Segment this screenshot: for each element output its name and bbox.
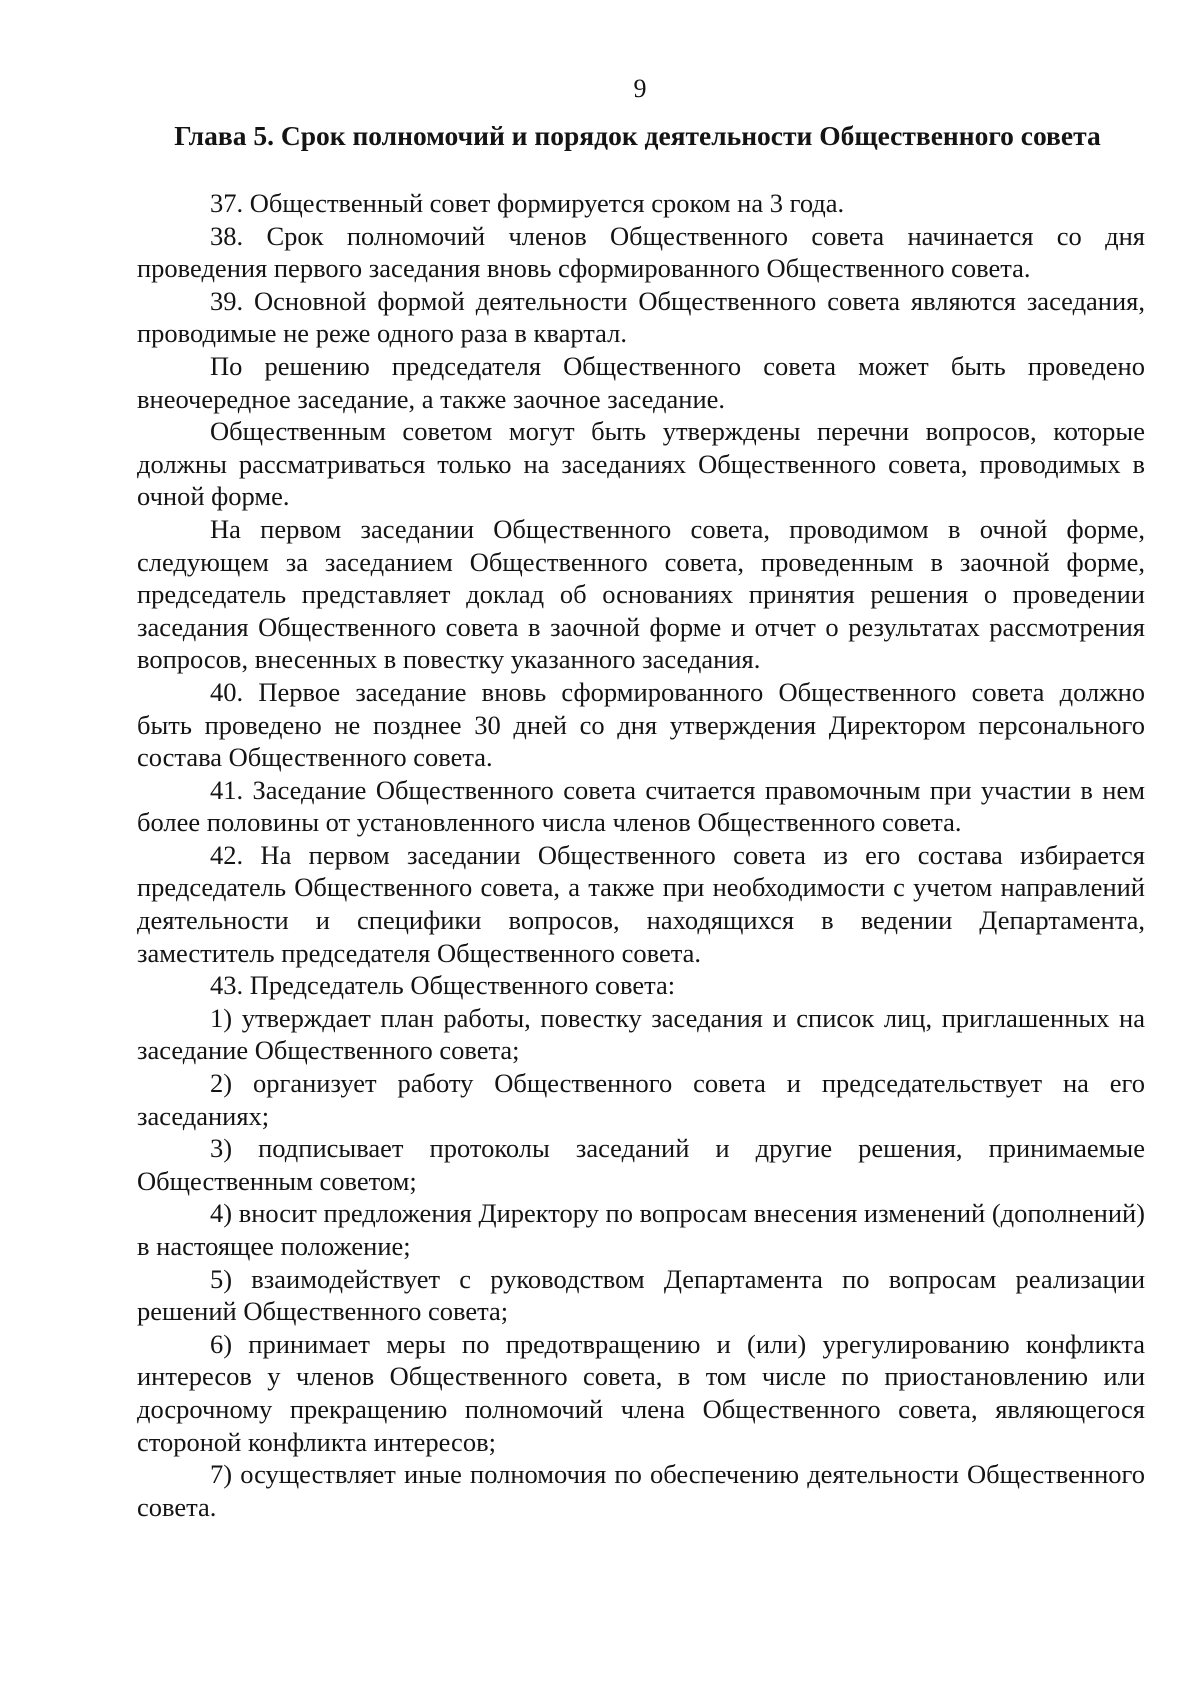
paragraph-42: 42. На первом заседании Общественного совета из его состава избирается председатель Общественного совета, а также при необходимости с учетом направлений деятельности и специфики вопросов, находящихся в ведении Департамента, заместитель председателя Общественного совета. [137, 839, 1145, 968]
paragraph-39-extraordinary-meeting: По решению председателя Общественного совета может быть проведено внеочередное заседание, а также заочное заседание. [137, 350, 1145, 414]
paragraph-39-question-lists: Общественным советом могут быть утверждены перечни вопросов, которые должны рассматриваться только на заседаниях Общественного совета, проводимых в очной форме. [137, 416, 1145, 512]
paragraph-41: 41. Заседание Общественного совета считается правомочным при участии в нем более половины от установленного числа членов Общественного совета. [137, 774, 1145, 838]
page-number: 9 [633, 74, 647, 103]
list-item-3: 3) подписывает протоколы заседаний и другие решения, принимаемые Общественным советом; [137, 1133, 1145, 1196]
list-item-6: 6) принимает меры по предотвращению и (или) урегулированию конфликта интересов у членов Общественного совета, в том числе по приостановлению или досрочному прекращению полномочий члена Общественного совета, являющегося стороной конфликта интересов; [137, 1328, 1145, 1457]
paragraph-39: 39. Основной формой деятельности Общественного совета являются заседания, проводимые не реже одного раза в квартал. [137, 285, 1145, 349]
list-item-7: 7) осуществляет иные полномочия по обеспечению деятельности Общественного совета. [137, 1459, 1145, 1522]
paragraph-40: 40. Первое заседание вновь сформированного Общественного совета должно быть проведено не позднее 30 дней со дня утверждения Директором персонального состава Общественного совета. [137, 676, 1145, 773]
list-item-2: 2) организует работу Общественного совета и председательствует на его заседаниях; [137, 1068, 1145, 1131]
paragraph-43: 43. Председатель Общественного совета: [210, 970, 676, 1001]
list-item-4: 4) вносит предложения Директору по вопросам внесения изменений (дополнений) в настоящее положение; [137, 1198, 1146, 1261]
chapter-title: Глава 5. Срок полномочий и порядок деятельности Общественного совета [174, 120, 1101, 151]
document-body [137, 187, 1145, 1523]
paragraph-37: 37. Общественный совет формируется сроком на 3 года. [210, 188, 845, 218]
list-item-1: 1) утверждает план работы, повестку заседания и список лиц, приглашенных на заседание Общественного совета; [137, 1002, 1145, 1066]
paragraph-39-report: На первом заседании Общественного совета, проводимом в очной форме, следующем за заседанием Общественного совета, проведенным в заочной форме, председатель представляет доклад об основаниях принятия решения о проведении заседания Общественного совета в заочной форме и отчет о результатах рассмотрения вопросов, внесенных в повестку указанного заседания. [137, 513, 1145, 675]
list-item-5: 5) взаимодействует с руководством Департамента по вопросам реализации решений Общественного совета; [137, 1263, 1145, 1327]
paragraph-38: 38. Срок полномочий членов Общественного совета начинается со дня проведения первого заседания вновь сформированного Общественного совета. [137, 220, 1145, 284]
